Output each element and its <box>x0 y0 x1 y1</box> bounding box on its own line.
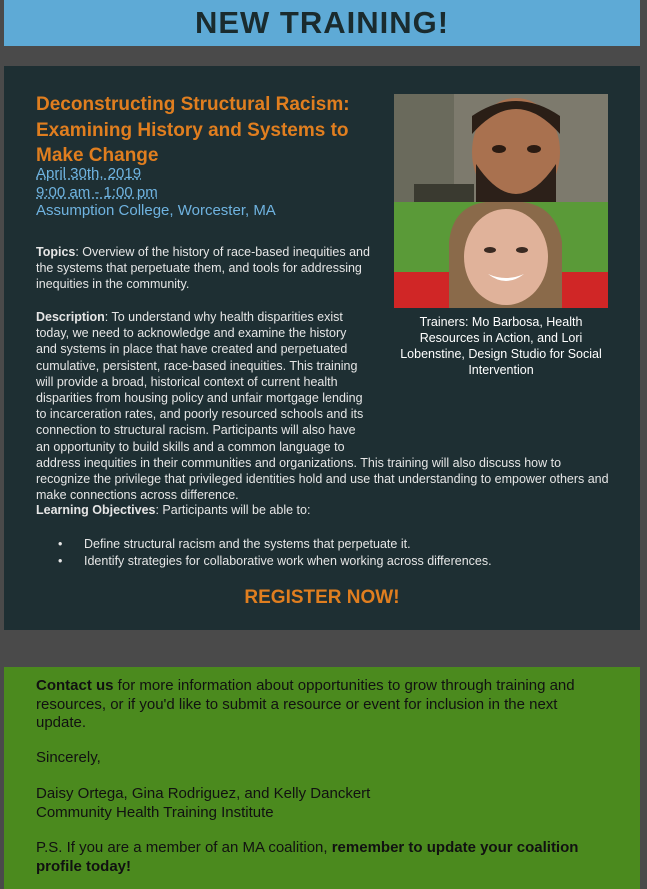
bullet-icon: • <box>58 537 63 551</box>
contact-paragraph <box>36 677 611 733</box>
objectives-label: Learning Objectives <box>36 503 156 517</box>
event-title[interactable]: Deconstructing Structural Racism: Examining History and Systems to Make Change <box>36 94 350 166</box>
trainer-photo-man <box>394 94 608 202</box>
description-label: Description <box>36 310 105 324</box>
wrap-spacer <box>375 309 611 439</box>
footer-panel <box>4 667 640 889</box>
event-location: Assumption College, Worcester, MA <box>36 202 276 219</box>
register-now-link[interactable]: REGISTER NOW! <box>244 587 400 608</box>
sincerely-text: Sincerely, <box>36 749 101 766</box>
organization-name: Community Health Training Institute <box>36 803 274 821</box>
signature-block <box>36 785 611 822</box>
event-time[interactable]: 9:00 am - 1:00 pm <box>36 183 158 201</box>
trainer-photo-woman <box>394 202 608 308</box>
topics-label: Topics <box>36 245 76 259</box>
newsletter-banner <box>4 0 640 46</box>
trainers-caption: Trainers: Mo Barbosa, Health Resources in Action, and Lori Lobenstine, Design Studio for Social Intervention <box>400 315 602 377</box>
topics-paragraph <box>36 244 376 293</box>
objectives-list <box>56 536 616 570</box>
description-text: : To understand why health disparities exist today, we need to acknowledge and examine the history and systems in place that have created and perpetuated cumulative, persistent, race-based inequities. This training will provide a broad, historical context of current health disparities from housing policy and unfair mortgage lending to incarceration rates, and poorly resourced schools and its connection to structural racism. Participants will also have an opportunity to build skills and a common language to address inequities in their communities and organizations. This training will also discuss how to recognize the privilege that privileged identities hold and use that understanding to empower others and make connections across difference. <box>36 310 609 503</box>
event-meta <box>36 165 381 221</box>
bullet-icon: • <box>58 554 63 568</box>
list-item: • Identify strategies for collaborative work when working across differences. <box>58 554 492 568</box>
topics-text: : Overview of the history of race-based inequities and the systems that perpetuate them, and tools for addressing inequities in the community. <box>36 245 370 292</box>
objectives-text: : Participants will be able to: <box>155 503 311 517</box>
signers: Daisy Ortega, Gina Rodriguez, and Kelly Danckert <box>36 785 371 802</box>
event-date[interactable]: April 30th, 2019 <box>36 165 142 182</box>
woman-portrait-icon <box>394 202 608 308</box>
event-panel <box>4 66 640 630</box>
description-paragraph <box>36 309 611 503</box>
banner-title: NEW TRAINING! <box>194 5 450 40</box>
man-portrait-icon <box>394 94 608 202</box>
update-profile-link[interactable]: remember to update your coalition profile today! <box>36 839 579 875</box>
ps-text: P.S. If you are a member of an MA coalition, <box>36 839 332 856</box>
list-item: • Define structural racism and the systems that perpetuate it. <box>58 537 411 551</box>
contact-us-link[interactable]: Contact us <box>36 677 114 694</box>
contact-text: for more information about opportunities to grow through training and resources, or if you'd like to submit a resource or event for inclusion in the next update. <box>36 677 575 731</box>
objectives-paragraph <box>36 502 611 518</box>
ps-paragraph <box>36 839 611 876</box>
